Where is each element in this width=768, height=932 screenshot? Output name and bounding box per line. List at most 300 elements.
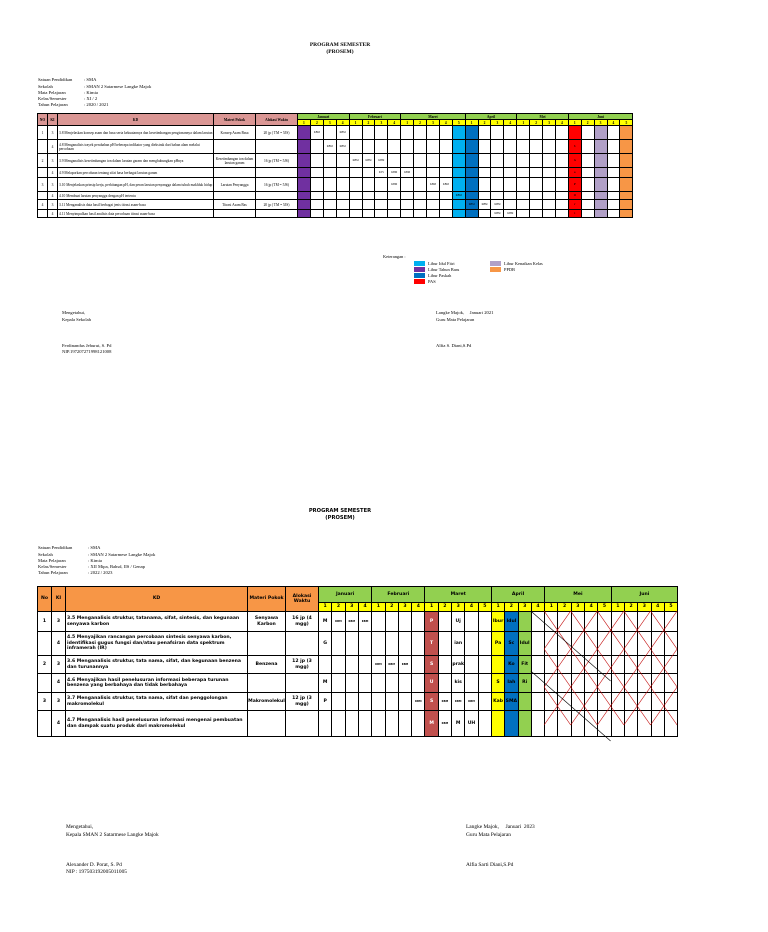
- week-cell: [543, 154, 556, 168]
- week-cell: KBM: [478, 200, 491, 210]
- week-number: 2: [414, 120, 427, 126]
- signature-line: NIP : 197503192005011005: [66, 869, 127, 875]
- cell-alokasi: [256, 192, 298, 200]
- week-cell: [581, 154, 594, 168]
- week-cell: [530, 126, 543, 140]
- week-cell: [594, 210, 607, 218]
- week-cell: [401, 154, 414, 168]
- week-cell: [439, 210, 452, 218]
- week-cell: [323, 200, 336, 210]
- month-header: Januari: [319, 587, 372, 603]
- week-number: 5: [620, 120, 633, 126]
- signature-line: Langke Majok, Januari 2023: [466, 824, 535, 830]
- doc1-signature-right: [436, 310, 493, 349]
- week-cell: [543, 200, 556, 210]
- signature-line: Mengetahui,: [66, 824, 94, 830]
- cell-kd: 3.8 Menjelaskan konsep asam dan basa serta kekuatannya dan kesetimbangan pengionannya dalam larutan: [58, 126, 214, 140]
- week-cell: [543, 192, 556, 200]
- week-cell: KBM: [412, 693, 425, 711]
- week-cell: [349, 200, 362, 210]
- doc1-legend: [414, 261, 459, 285]
- signature-line: NIP.197207271998121008: [62, 349, 112, 354]
- week-cell: [530, 154, 543, 168]
- week-cell: [349, 168, 362, 178]
- week-cell: [388, 126, 401, 140]
- week-number: 1: [465, 120, 478, 126]
- week-number: 1: [401, 120, 414, 126]
- week-cell: P: [568, 178, 581, 192]
- week-cell: [388, 192, 401, 200]
- header-materi: Materi Pokok: [214, 114, 256, 126]
- week-cell: [414, 168, 427, 178]
- week-number: 3: [594, 120, 607, 126]
- cell-ki: 3: [52, 693, 66, 711]
- week-cell: [362, 168, 375, 178]
- week-cell: KBM: [375, 154, 388, 168]
- week-cell: [620, 154, 633, 168]
- week-cell: [491, 154, 504, 168]
- cell-ki: 3: [52, 612, 66, 632]
- week-cell: [504, 126, 517, 140]
- week-cell: [349, 126, 362, 140]
- week-cell: [323, 154, 336, 168]
- cell-materi: Konsep Asam Basa: [214, 126, 256, 140]
- week-cell: [504, 154, 517, 168]
- cell-ki: 4: [48, 140, 58, 154]
- info-row: [38, 102, 151, 108]
- month-header: Juni: [568, 114, 633, 120]
- cell-alokasi: 16 jp (TM = 5JS): [256, 154, 298, 168]
- cell-ki: 4: [48, 168, 58, 178]
- doc2-subtitle: (PROSEM): [325, 515, 355, 521]
- signature-line: Alfia Sarti Diani,S.Pd: [466, 861, 514, 868]
- week-number: 2: [530, 120, 543, 126]
- week-cell: [375, 178, 388, 192]
- cell-materi: [214, 192, 256, 200]
- week-cell: [375, 192, 388, 200]
- week-cell: [452, 140, 465, 154]
- week-number: 4: [465, 603, 478, 612]
- week-number: 2: [624, 603, 637, 612]
- info-value: : 2020 / 2021: [84, 102, 109, 108]
- week-number: 3: [375, 120, 388, 126]
- info-label: Mata Pelajaran: [38, 557, 66, 563]
- week-cell: [298, 154, 311, 168]
- cell-ki: 3: [48, 178, 58, 192]
- week-cell: [323, 210, 336, 218]
- week-number: 2: [505, 603, 518, 612]
- week-number: 1: [568, 120, 581, 126]
- week-cell: [310, 140, 323, 154]
- cell-kd: 3.7 Menganalisis struktur, tata nama, sifat dan penggolongan makromolekul: [66, 693, 248, 711]
- week-cell: [310, 154, 323, 168]
- week-number: 5: [664, 603, 677, 612]
- week-cell: [310, 200, 323, 210]
- signature-line: Guru Mata Pelajaran: [436, 316, 475, 322]
- week-cell: [388, 154, 401, 168]
- week-number: 2: [478, 120, 491, 126]
- week-cell: [620, 178, 633, 192]
- week-cell: [465, 126, 478, 140]
- week-cell: U: [425, 674, 438, 693]
- week-cell: KBM: [362, 154, 375, 168]
- week-cell: KBM: [336, 126, 349, 140]
- cell-ki: 4: [52, 711, 66, 737]
- week-cell: [607, 192, 620, 200]
- week-cell: [594, 154, 607, 168]
- week-cell: T: [425, 632, 438, 656]
- week-cell: [465, 178, 478, 192]
- legend-label: Libur Tahun Baru: [428, 267, 460, 272]
- week-cell: [530, 210, 543, 218]
- week-cell: KTS: [375, 168, 388, 178]
- doc1-info-block: [38, 65, 151, 115]
- week-cell: [375, 210, 388, 218]
- week-cell: [452, 126, 465, 140]
- week-cell: [323, 178, 336, 192]
- week-cell: Fit: [518, 656, 531, 674]
- cell-alokasi: 16 jp (TM = 5JS): [256, 178, 298, 192]
- legend-swatch: [414, 261, 425, 266]
- cell-kd: 4.6 Menyajikan hasil penelusuran informasi beberapa turunan benzena yang berbahaya dan tidak berbahaya: [66, 674, 248, 693]
- info-value: : SMA: [88, 545, 101, 551]
- header-ki: KI: [48, 114, 58, 126]
- cell-materi: [214, 140, 256, 154]
- week-cell: KBM: [336, 140, 349, 154]
- week-cell: [298, 178, 311, 192]
- week-cell: [349, 178, 362, 192]
- week-cell: [517, 154, 530, 168]
- week-cell: [517, 178, 530, 192]
- info-label: Satuan Pendidikan: [38, 77, 73, 83]
- week-cell: [530, 200, 543, 210]
- week-cell: UH: [465, 711, 478, 737]
- info-value: : SMAN 2 Satarmese Langke Majok: [84, 83, 152, 89]
- week-number: 3: [518, 603, 531, 612]
- week-cell: [620, 168, 633, 178]
- week-number: 5: [478, 603, 491, 612]
- week-cell: [530, 178, 543, 192]
- header-alokasi: Alokasi Waktu: [256, 114, 298, 126]
- signature-line: Alfia S. Diani,S.Pd: [436, 342, 472, 348]
- week-cell: [543, 178, 556, 192]
- info-label: Satuan Pendidikan: [38, 545, 73, 551]
- cell-kd: 4.11 Menyimpulkan hasil analisis data percobaan titrasi asam-basa: [58, 210, 214, 218]
- week-cell: KBM: [504, 210, 517, 218]
- week-cell: [452, 178, 465, 192]
- week-cell: [594, 140, 607, 154]
- week-cell: [401, 210, 414, 218]
- doc1-legend-title: Keterangan :: [383, 254, 406, 259]
- week-cell: KBM: [323, 140, 336, 154]
- week-cell: [298, 140, 311, 154]
- cell-no: [38, 168, 48, 178]
- week-cell: S: [425, 656, 438, 674]
- week-number: 1: [372, 603, 385, 612]
- week-cell: P: [319, 693, 332, 711]
- month-header: Juni: [611, 587, 678, 603]
- week-cell: P: [425, 612, 438, 632]
- cell-alokasi: [256, 140, 298, 154]
- week-cell: [620, 126, 633, 140]
- week-cell: [491, 192, 504, 200]
- week-number: 5: [452, 120, 465, 126]
- week-cell: r: [568, 200, 581, 210]
- week-cell: [465, 210, 478, 218]
- week-cell: [465, 140, 478, 154]
- week-number: 4: [388, 120, 401, 126]
- cell-kd: 3.5 Menganalisis struktur, tatanama, sifat, sintesis, dan kegunaan senyawa karbon: [66, 612, 248, 632]
- week-cell: [414, 192, 427, 200]
- week-cell: KBM: [465, 200, 478, 210]
- week-cell: [401, 140, 414, 154]
- month-header: Januari: [298, 114, 350, 120]
- week-cell: [543, 210, 556, 218]
- cell-no: 2: [38, 656, 52, 674]
- week-cell: [620, 200, 633, 210]
- week-cell: KBM: [332, 612, 345, 632]
- week-cell: [504, 200, 517, 210]
- cell-alokasi: [256, 210, 298, 218]
- info-value: : SMA: [84, 77, 97, 83]
- week-cell: [426, 210, 439, 218]
- week-cell: KBM: [438, 711, 451, 737]
- week-cell: [555, 200, 568, 210]
- doc2-cross-marks: [37, 586, 678, 748]
- legend-label: PPDB: [504, 267, 515, 272]
- doc1-subtitle: (PROSEM): [326, 49, 354, 55]
- week-cell: [336, 210, 349, 218]
- week-cell: [401, 126, 414, 140]
- legend-item: [414, 279, 459, 285]
- week-cell: lah: [505, 674, 518, 693]
- doc2-title: PROGRAM SEMESTER: [308, 508, 372, 514]
- week-cell: S: [491, 674, 504, 693]
- week-cell: [491, 126, 504, 140]
- week-cell: KBM: [452, 192, 465, 200]
- week-cell: [362, 192, 375, 200]
- legend-swatch: [490, 267, 501, 272]
- week-cell: [607, 168, 620, 178]
- info-label: Mata Pelajaran: [38, 89, 66, 95]
- doc1-title: PROGRAM SEMESTER: [309, 42, 371, 48]
- week-cell: Kab: [491, 693, 504, 711]
- cell-no: 2: [38, 154, 48, 168]
- week-cell: [439, 192, 452, 200]
- week-number: 3: [323, 120, 336, 126]
- week-cell: [465, 192, 478, 200]
- week-cell: S: [568, 140, 581, 154]
- week-cell: [401, 192, 414, 200]
- legend-label: Libur Kenaikan Kelas: [504, 261, 543, 266]
- cell-ki: 3: [48, 126, 58, 140]
- week-cell: [401, 178, 414, 192]
- doc1-signature-left: [62, 310, 111, 356]
- cell-materi: Senyawa Karbon: [248, 612, 286, 632]
- month-header: Februari: [349, 114, 401, 120]
- month-header: Februari: [372, 587, 425, 603]
- week-cell: [414, 140, 427, 154]
- week-cell: [310, 168, 323, 178]
- week-cell: [414, 126, 427, 140]
- week-cell: A: [568, 154, 581, 168]
- cell-alokasi: [256, 168, 298, 178]
- week-number: 1: [425, 603, 438, 612]
- week-cell: Ri: [518, 674, 531, 693]
- week-cell: [504, 178, 517, 192]
- signature-line: Mengetahui,: [62, 310, 86, 315]
- legend-swatch: [414, 273, 425, 278]
- week-cell: [491, 178, 504, 192]
- week-cell: [362, 200, 375, 210]
- week-cell: [323, 168, 336, 178]
- signature-line: Kepala SMAN 2 Satarmese Langke Majok: [66, 831, 159, 838]
- week-cell: [504, 168, 517, 178]
- table-row: [38, 210, 633, 218]
- week-cell: Idul: [505, 612, 518, 632]
- week-cell: Idul: [518, 632, 531, 656]
- table-row: [38, 168, 633, 178]
- week-cell: G: [319, 632, 332, 656]
- cell-alokasi: 12 jp (3 mgg): [286, 656, 319, 674]
- week-cell: [388, 140, 401, 154]
- legend-label: Libur Idul Fitri: [428, 261, 455, 266]
- info-value: : Kimia: [84, 89, 98, 95]
- week-number: 4: [555, 120, 568, 126]
- cell-ki: 3: [48, 154, 58, 168]
- legend-label: PAS: [428, 279, 436, 284]
- month-header: Maret: [425, 587, 491, 603]
- week-number: 4: [607, 120, 620, 126]
- diagonal-line: [531, 671, 611, 741]
- week-cell: [517, 210, 530, 218]
- info-value: : SMAN 2 Satarmese Langke Majok: [88, 551, 156, 557]
- cell-materi: Makromolekul: [248, 693, 286, 711]
- week-cell: [362, 210, 375, 218]
- week-cell: O: [568, 192, 581, 200]
- signature-line: Ferdinandus Jehurut, S. Pd: [62, 342, 112, 348]
- week-number: 1: [491, 603, 504, 612]
- cell-no: [38, 210, 48, 218]
- week-cell: ian: [452, 632, 465, 656]
- week-cell: [310, 192, 323, 200]
- week-cell: [594, 126, 607, 140]
- signature-line: [66, 847, 159, 855]
- cell-materi: Benzena: [248, 656, 286, 674]
- week-cell: M: [452, 711, 465, 737]
- cell-kd: 3.9 Menganalisis kesetimbangan ion dalam larutan garam dan menghubungkan pHnya: [58, 154, 214, 168]
- week-cell: KBM: [491, 210, 504, 218]
- week-cell: M: [319, 674, 332, 693]
- week-cell: [543, 126, 556, 140]
- week-cell: Ibur: [491, 612, 504, 632]
- week-cell: [594, 168, 607, 178]
- month-header: Mei: [517, 114, 569, 120]
- week-cell: [581, 178, 594, 192]
- table-row: [38, 178, 633, 192]
- week-number: 4: [585, 603, 598, 612]
- week-cell: [401, 200, 414, 210]
- signature-line: [466, 839, 535, 847]
- week-cell: [620, 210, 633, 218]
- week-cell: [555, 140, 568, 154]
- cell-no: 1: [38, 126, 48, 140]
- week-cell: [414, 200, 427, 210]
- table-row: [38, 192, 633, 200]
- cell-kd: 4.7 Menganalisis hasil penelusuran informasi mengenai pembuatan dan dampak suatu produk dari makromolekul: [66, 711, 248, 737]
- week-cell: KBM: [438, 693, 451, 711]
- week-cell: [594, 178, 607, 192]
- week-cell: KBM: [398, 656, 411, 674]
- week-cell: [323, 126, 336, 140]
- week-cell: [388, 210, 401, 218]
- week-cell: Ko: [505, 656, 518, 674]
- week-number: 2: [362, 120, 375, 126]
- week-number: 3: [638, 603, 651, 612]
- header-kd: KD: [66, 587, 248, 612]
- week-cell: [594, 200, 607, 210]
- week-cell: [362, 140, 375, 154]
- week-number: 2: [385, 603, 398, 612]
- week-cell: [581, 168, 594, 178]
- week-cell: [620, 140, 633, 154]
- week-cell: [336, 178, 349, 192]
- week-number: 4: [504, 120, 517, 126]
- week-cell: [607, 210, 620, 218]
- legend-swatch: [414, 267, 425, 272]
- week-cell: [439, 154, 452, 168]
- cell-alokasi: 20 jp ( TM = 5JS): [256, 126, 298, 140]
- signature-line: Guru Mata Pelajaran: [466, 831, 511, 838]
- week-cell: [310, 178, 323, 192]
- week-cell: [491, 140, 504, 154]
- week-cell: [349, 140, 362, 154]
- week-cell: [478, 140, 491, 154]
- table-row: [38, 140, 633, 154]
- cell-materi: Kesetimbangan ion dalam larutan garam: [214, 154, 256, 168]
- week-cell: [452, 154, 465, 168]
- header-no: No: [38, 587, 52, 612]
- week-number: 2: [581, 120, 594, 126]
- week-cell: [452, 200, 465, 210]
- week-number: 4: [412, 603, 425, 612]
- doc2-signature-left: [66, 824, 159, 877]
- week-number: 1: [319, 603, 332, 612]
- week-number: 1: [545, 603, 558, 612]
- week-cell: [426, 168, 439, 178]
- week-cell: [452, 210, 465, 218]
- week-cell: [362, 178, 375, 192]
- week-cell: kis: [452, 674, 465, 693]
- week-cell: [298, 126, 311, 140]
- week-cell: [426, 192, 439, 200]
- cell-materi: [214, 210, 256, 218]
- signature-line: Alexander D. Porat, S. Pd: [66, 861, 122, 868]
- week-number: 4: [358, 603, 371, 612]
- week-cell: Pa: [491, 632, 504, 656]
- week-cell: [388, 200, 401, 210]
- info-row: [38, 570, 155, 576]
- table-row: [38, 126, 633, 140]
- cell-materi: Larutan Penyangga: [214, 178, 256, 192]
- signature-line: [466, 847, 535, 855]
- week-cell: [414, 154, 427, 168]
- month-header: April: [465, 114, 517, 120]
- week-number: 4: [531, 603, 544, 612]
- signature-line: Langke Majok, Januari 2021: [436, 310, 494, 315]
- week-cell: [504, 192, 517, 200]
- week-number: 3: [491, 120, 504, 126]
